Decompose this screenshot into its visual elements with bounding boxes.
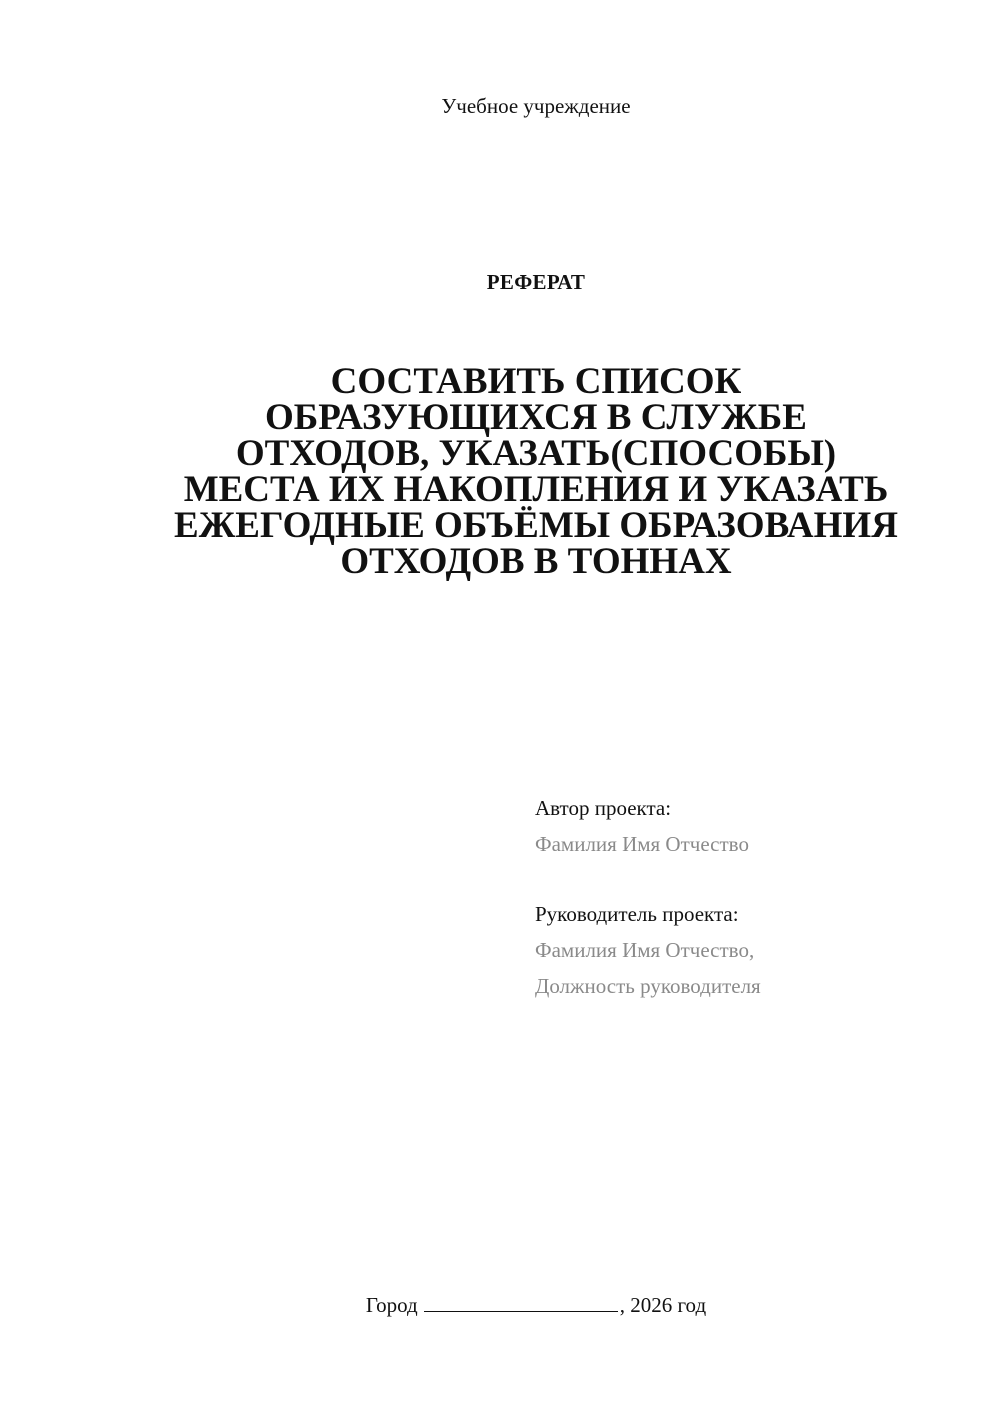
title-line: ЕЖЕГОДНЫЕ ОБЪЁМЫ ОБРАЗОВАНИЯ xyxy=(174,505,898,546)
supervisor-name: Фамилия Имя Отчество, xyxy=(535,938,755,962)
document-title xyxy=(100,361,972,582)
institution-name: Учебное учреждение xyxy=(441,94,631,118)
project-people-block xyxy=(535,790,975,1004)
author-label: Автор проекта: xyxy=(535,796,672,820)
title-line: МЕСТА ИХ НАКОПЛЕНИЯ И УКАЗАТЬ xyxy=(183,469,889,510)
year-text: , 2026 год xyxy=(619,1293,707,1317)
supervisor-label: Руководитель проекта: xyxy=(535,902,739,926)
city-blank-line xyxy=(424,1291,618,1312)
title-line: СОСТАВИТЬ СПИСОК xyxy=(330,361,742,402)
city-label: Город xyxy=(365,1293,418,1317)
title-line: ОБРАЗУЮЩИХСЯ В СЛУЖБЕ xyxy=(265,397,807,438)
title-line: ОТХОДОВ В ТОННАХ xyxy=(340,541,732,582)
footer-city-year xyxy=(0,1290,1000,1320)
title-line: ОТХОДОВ, УКАЗАТЬ(СПОСОБЫ) xyxy=(235,433,837,474)
supervisor-position: Должность руководителя xyxy=(535,974,761,998)
author-name: Фамилия Имя Отчество xyxy=(535,832,749,856)
spacer xyxy=(535,862,975,896)
document-type: РЕФЕРАТ xyxy=(486,270,586,294)
